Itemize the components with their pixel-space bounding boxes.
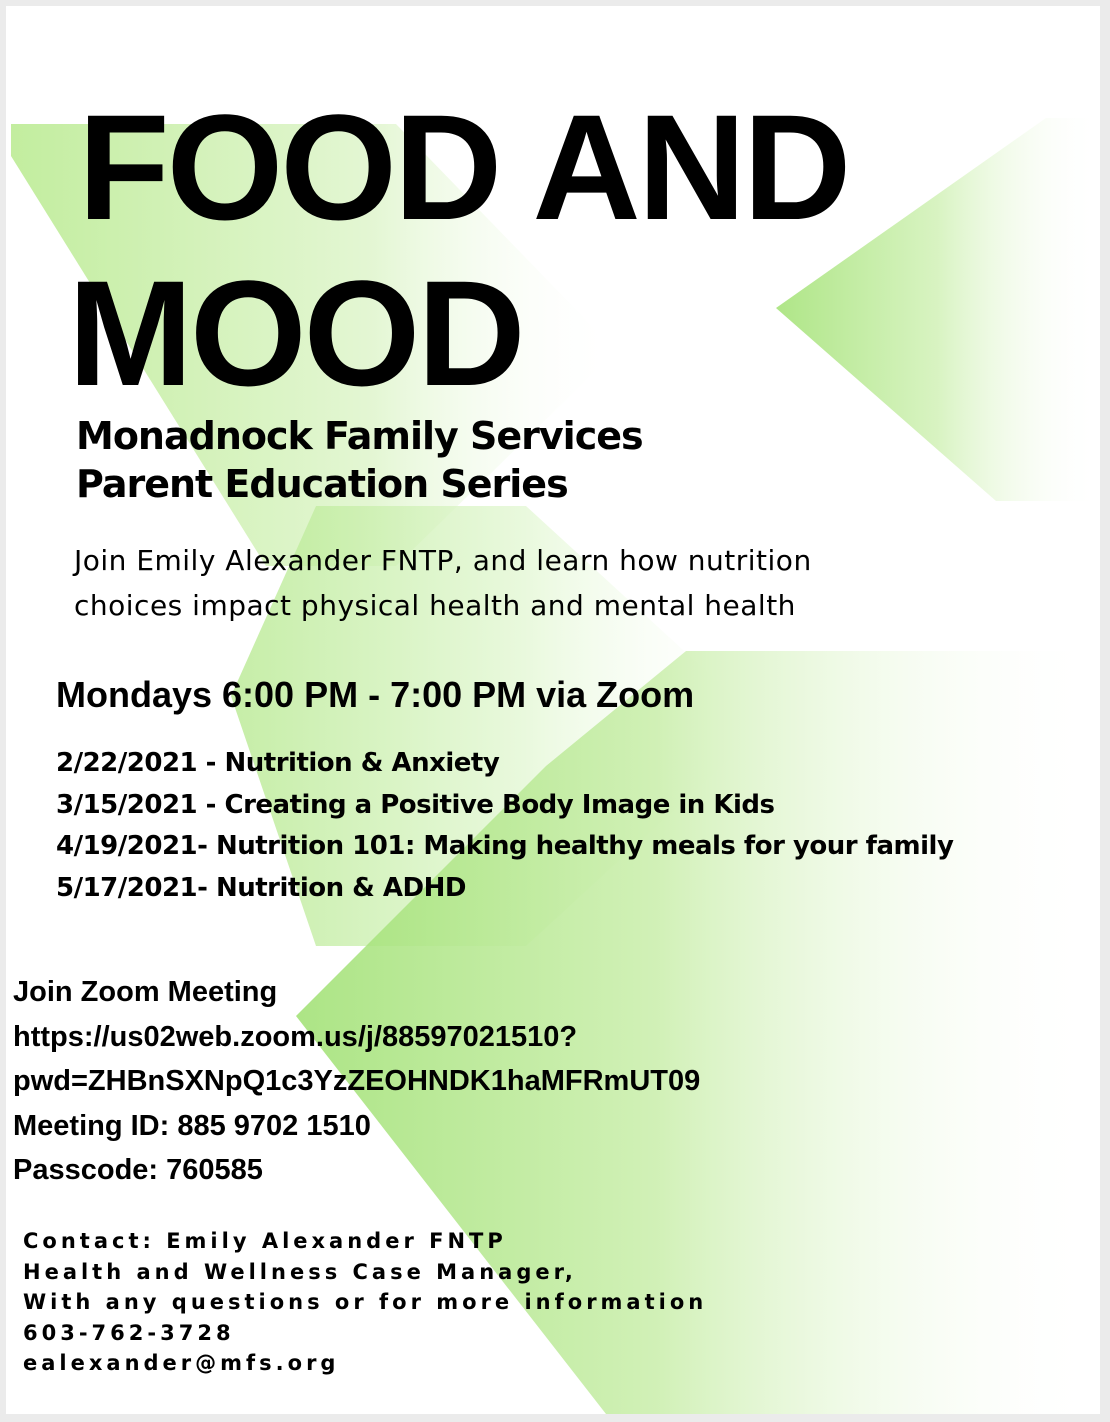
session-list — [56, 743, 953, 909]
zoom-link-line-2[interactable]: pwd=ZHBnSXNpQ1c3YzZEOHNDK1haMFRmUT09 — [13, 1065, 701, 1097]
contact-name: Contact: Emily Alexander FNTP — [23, 1229, 507, 1253]
zoom-meeting-info — [13, 970, 700, 1193]
contact-info — [23, 1226, 707, 1379]
session-item: 4/19/2021- Nutrition 101: Making healthy meals for your family — [56, 831, 954, 861]
contact-note: With any questions or for more information — [23, 1290, 708, 1314]
intro-line-1: Join Emily Alexander FNTP, and learn how nutrition — [74, 544, 812, 577]
contact-role: Health and Wellness Case Manager, — [23, 1259, 577, 1284]
zoom-passcode: Passcode: 760585 — [13, 1154, 263, 1186]
zoom-link-line-1[interactable]: https://us02web.zoom.us/j/88597021510? — [13, 1020, 578, 1053]
schedule-heading: Mondays 6:00 PM - 7:00 PM via Zoom — [56, 674, 695, 715]
title-line-1: FOOD AND — [78, 83, 849, 251]
contact-phone: 603-762-3728 — [23, 1320, 235, 1345]
session-item: 3/15/2021 - Creating a Positive Body Image in Kids — [56, 789, 775, 820]
session-item: 5/17/2021- Nutrition & ADHD — [56, 872, 466, 903]
zoom-meeting-id: Meeting ID: 885 9702 1510 — [13, 1109, 371, 1142]
title-line-2: MOOD — [68, 249, 523, 417]
zoom-heading: Join Zoom Meeting — [13, 976, 278, 1008]
subtitle-series: Parent Education Series — [76, 462, 568, 506]
contact-email[interactable]: ealexander@mfs.org — [23, 1351, 340, 1375]
session-item: 2/22/2021 - Nutrition & Anxiety — [56, 748, 500, 778]
subtitle-organization: Monadnock Family Services — [76, 414, 643, 458]
intro-line-2: choices impact physical health and mental health — [74, 589, 796, 622]
flyer-page — [6, 6, 1100, 1414]
